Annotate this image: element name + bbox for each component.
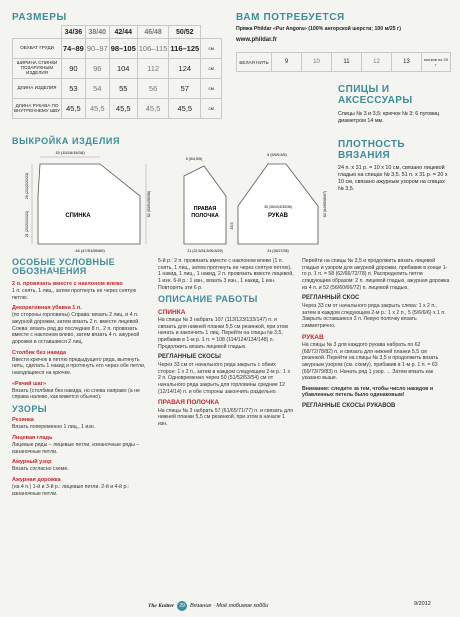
- sleeve-raglan-title: РЕГЛАННЫЕ СКОСЫ РУКАВОВ: [302, 403, 396, 410]
- sizes-row: [13, 99, 222, 119]
- sleeve-label: РУКАВ: [268, 213, 288, 219]
- back-label: СПИНКА: [65, 213, 91, 219]
- back-piece: [38, 164, 140, 244]
- front-section-text: На спицы № 3 набрать 57 (61/65/71/77) п. и связать для нижней планки 5,5 см резинкой, при этом в начале 1 изн.: [158, 407, 293, 427]
- footer-brand: The Knitter: [148, 603, 175, 609]
- row-label: ОБХВАТ ГРУДИ: [13, 39, 62, 59]
- yarn-line: Пряжа Phildar «Pur Angora» (100% ангорской шерсти; 100 м/25 г): [236, 26, 401, 32]
- pattern-item-head: Резинка: [12, 417, 34, 424]
- back-section-text: На спицы № 3 набрать 107 (113/123/133/147) п. и связать для нижней планки 5,5 см резинкой, при этом начать и закончить 1 лиц. Перейти на спицы № 3,5, прибавив в 1-м р. 1 п. = 108 (114/124/134/148) п. Продолжить вязать лицевой гладью.: [158, 317, 288, 350]
- cell: 74–89: [62, 39, 86, 59]
- unit: см: [201, 79, 222, 99]
- cell: 45,5: [62, 99, 86, 119]
- cell: 57: [169, 79, 201, 99]
- special-item-text: Вязать (столбики без накида, но слева направо (а не справа налево, как вяжется обычно).: [12, 387, 140, 401]
- col3-raglan-title: РЕГЛАННЫЙ СКОС: [302, 295, 360, 302]
- cell: 12: [362, 53, 392, 72]
- sizes-title: РАЗМЕРЫ: [12, 12, 67, 23]
- pattern-item-text: Вязать попеременно 1 лиц., 1 изн.: [12, 424, 95, 431]
- cell: 45,5: [137, 99, 169, 119]
- unit: см: [201, 59, 222, 79]
- cell: 98–105: [109, 39, 137, 59]
- raglan-title: РЕГЛАННЫЕ СКОСЫ: [158, 354, 221, 361]
- cell: 13: [392, 53, 422, 72]
- cell: 124: [169, 59, 201, 79]
- yarn-site: www.phildar.fr: [236, 37, 278, 43]
- cell: 90–97: [85, 39, 109, 59]
- page-number-badge: 29: [177, 601, 187, 611]
- cell: 55: [109, 79, 137, 99]
- sleeve-right-dim: 63 (64/65/66/67): [323, 190, 327, 218]
- pattern-item-head: Ажурная дорожка: [12, 477, 61, 484]
- sleeve-piece: [238, 164, 318, 244]
- description-title: ОПИСАНИЕ РАБОТЫ: [158, 294, 258, 305]
- size-50-52: 50/52: [169, 26, 201, 39]
- cell: 90: [62, 59, 86, 79]
- cell: 96: [85, 59, 109, 79]
- column-1: [12, 258, 150, 501]
- col3-text: Перейти на спицы № 3,5 и продолжить вязать лицевой гладью и узором для ажурной дорожки, прибавив в конце 1-го р. 1 п. = 58 (62/66/72/78) п. Распределить петли следующим образом: 2 п. лицевой гладью, ажурная дорожка из 4 п. и 52 (56/60/66/72) п. лицевой гладью.: [302, 258, 450, 291]
- column-2: [158, 258, 294, 432]
- col3-raglan-text: Через 33 см от начального ряда закрыть слева: 1 х 2 п., затем в каждом следующем 2-м р.: 1 х 2 п., 5 (5/6/6/6) х 1 п. Закрыть оставшиеся 3 п. Левую полочку вязать симметрично.: [302, 302, 446, 329]
- footer: [148, 601, 268, 611]
- accessories-text: Спицы № 3 и 3,5; крючок № 3; 6 пуговиц диаметром 14 мм.: [338, 111, 440, 125]
- cell: 53: [62, 79, 86, 99]
- cell: 45,5: [109, 99, 137, 119]
- row-label: ШИРИНА СПИНКИ ПОЗАРУКНЫМ ИЗДЕЛИЯ: [13, 59, 62, 79]
- sleeve-text: На спицы № 3 для каждого рукава набрать по 62 (68/72/78/82) п. и связать для нижней планки 5,5 см резинкой. Перейти на спицы № 3,5 и продолжить вязать ажурным узором (см. схему), прибавив в 1-м р. 1 п. = 63 (69/73/79/83) п. Начать ряд 1 узор. ... Затем вязать как указано выше.: [302, 341, 439, 382]
- cell: 106–115: [137, 39, 169, 59]
- yarn-table: [236, 52, 451, 72]
- back-right-dim: 52 (53/54/55/56): [147, 190, 151, 218]
- sleeve-left-dim: 45,5: [230, 222, 234, 230]
- yarn-color-label: БЕЛАЯ НИТЬ: [237, 53, 272, 72]
- raglan-text: Через 33 см от начального ряда закрыть с обеих сторон: 1 х 2 п., затем в каждом следующем 2-м р.: 1 х 2 п. Одновременно через 50 (51/52/53/54) см от начального ряда закрыть для горловины средние 12 (12/14/14) п. и обе стороны закончить раздельно.: [158, 361, 291, 395]
- cell: 116–125: [169, 39, 201, 59]
- front-section-title: ПРАВАЯ ПОЛОЧКА: [158, 399, 220, 407]
- pattern-item-head: Лицевая гладь: [12, 435, 53, 441]
- cell: 9: [272, 53, 302, 72]
- cell: 56: [137, 79, 169, 99]
- back-left2-dim: 21 (21/21/21/21): [25, 210, 29, 238]
- sleeve-note: Внимание: следите за тем, чтобы число накидов и убавленных петель было одинаковым!: [302, 385, 434, 399]
- cell: 104: [109, 59, 137, 79]
- special-item-head: 2 п. провязать вместе с наклоном влево: [12, 280, 123, 287]
- special-item-head: Столбик без накида: [12, 349, 67, 356]
- footer-issue: 9/2012: [414, 601, 431, 607]
- front-bottom-dim: 21 (22,5/24,5/26,5/29): [187, 249, 223, 253]
- footer-tagline: Вязание · Моё любимое хобби: [190, 603, 269, 609]
- density-text: 24 п. х 31 р. = 10 х 10 см, связано лицевой гладью на спицах № 3,5. 51 п. х 31 р. = 20 х 10 см, связано ажурным узором на спицах № 3,5.: [338, 165, 448, 193]
- pattern-item-text: Лицевые ряды – лицевые петли, изнаночные ряды – изнаночные петли.: [12, 442, 140, 455]
- special-title: ОСОБЫЕ УСЛОВНЫЕ ОБОЗНАЧЕНИЯ: [12, 257, 116, 277]
- sizes-header-row: [13, 26, 222, 39]
- special-item-text: Ввести крючок в петлю предыдущего ряда, вытянуть нить, сделать 1 накид и протянуть его через обе петли, находящиеся на крючке.: [12, 356, 146, 376]
- row-label: ДЛИНА ИЗДЕЛИЯ: [13, 79, 62, 99]
- unit: мотков по 25 г: [422, 53, 451, 72]
- front-piece: [184, 166, 226, 244]
- cell: 10: [302, 53, 332, 72]
- cell: 45,5: [169, 99, 201, 119]
- special-item-head: «Рачий шаг»: [12, 380, 47, 387]
- unit: см: [201, 39, 222, 59]
- cell: 45,5: [85, 99, 109, 119]
- cell: 112: [137, 59, 169, 79]
- sleeve-top-dim: 5 (5/5/5,5/5): [267, 153, 287, 157]
- cell: 11: [332, 53, 362, 72]
- sleeve-bottom-dim: 24 (26/27/28): [267, 249, 289, 253]
- size-46-48: 46/48: [137, 26, 169, 39]
- unit: см: [201, 99, 222, 119]
- back-bottom-dim: 44 (47/51/55/60): [75, 248, 105, 253]
- cell: 54: [85, 79, 109, 99]
- sizes-row: [13, 59, 222, 79]
- pattern-item-head: Ажурный узор: [12, 459, 52, 466]
- front-top-dim: 5 (5/4,5/5): [185, 157, 203, 161]
- row-label: ДЛИНА РУКАВА ПО ВНУТРЕННЕМУ ШВУ: [13, 99, 62, 119]
- need-title: ВАМ ПОТРЕБУЕТСЯ: [236, 12, 345, 23]
- special-item-text: (по стороны горловины) Справа: вязать 2 лиц. и 4 п. ажурной дорожки, затем вязать 2 п. вместе лицевой. Слева: вязать ряд до последних 8 п., 2 п. провязать вместе с наклоном влево, затем вязать 4 п. ажурной дорожки и оставшиеся 2 лиц.: [12, 312, 140, 345]
- patterns-title: УЗОРЫ: [12, 403, 47, 414]
- pattern-diagram: [0, 146, 336, 254]
- special-item-head: Декоративная убавка 1 п.: [12, 305, 82, 312]
- size-34-36: 34/36: [62, 26, 86, 39]
- size-42-44: 42/44: [109, 26, 137, 39]
- front-label-1: ПРАВАЯ: [193, 206, 217, 212]
- accessories-title: СПИЦЫ И АКСЕССУАРЫ: [338, 84, 413, 106]
- pattern-item-text: Вязать согласно схеме.: [12, 466, 69, 473]
- back-section-title: СПИНКА: [158, 308, 186, 316]
- back-top-dim: 15 (15/16/16/16): [55, 150, 85, 155]
- pattern-item-text: (на 4 п.) 1-й и 3-й р.: лицевые петли. 2-й и 4-й р.: изнаночные петли.: [12, 484, 130, 497]
- sizes-row: [13, 79, 222, 99]
- special-item-text: 1 п. снять, 1 лиц., затем протянуть ее через снятую петлю.: [12, 287, 137, 301]
- size-38-40: 38/40: [85, 26, 109, 39]
- back-left-dim: 20 (21/22/22/23): [25, 172, 29, 200]
- front-label-2: ПОЛОЧКА: [191, 213, 219, 219]
- pattern-title: ВЫКРОЙКА ИЗДЕЛИЯ: [12, 136, 121, 146]
- density-title: ПЛОТНОСТЬ ВЯЗАНИЯ: [338, 139, 405, 161]
- sleeve-mid-dim: 35 (35/43,5/35/35): [264, 205, 292, 209]
- sizes-row: [13, 39, 222, 59]
- column-3: [302, 258, 450, 411]
- sleeve-title: РУКАВ: [302, 333, 324, 341]
- sizes-table: [12, 25, 222, 119]
- col2-top-text: 5-й р.: 2 п. провязать вместе с наклоном влево (1 п. снять, 1 лиц., затем протянуть ее через снятую петлю), 1 накид, 1 лиц., 1 накид, 2 п. провязать вместе лицевой, 1 изн. 6-й р.: 1 изн., вязать 3 изн., 1 накид, 1 изн. Повторять эти 6 р.: [158, 258, 294, 291]
